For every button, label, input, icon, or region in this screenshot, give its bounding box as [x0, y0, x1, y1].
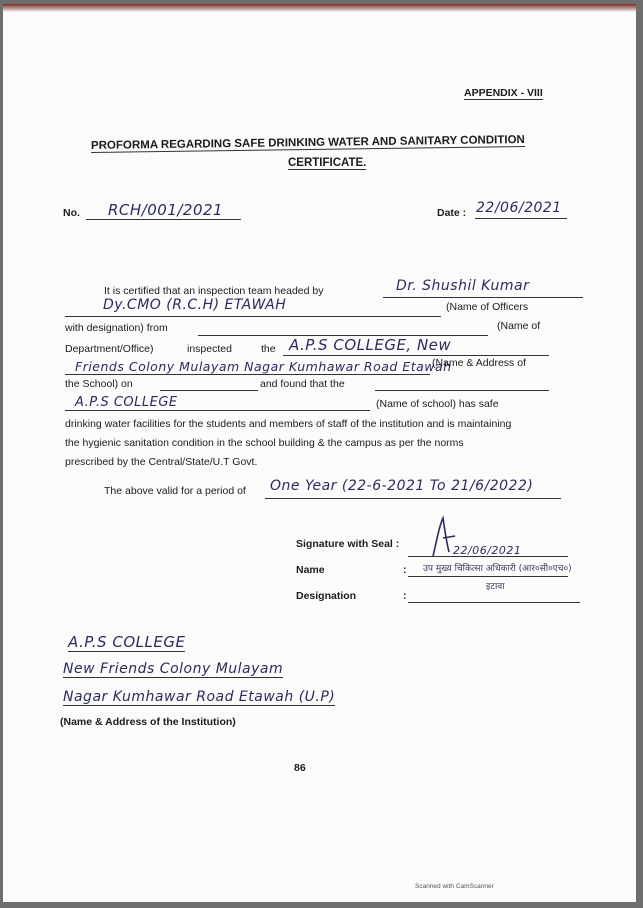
school-address-underline-1	[283, 355, 549, 356]
validity-label: The above valid for a period of	[104, 485, 246, 497]
no-label: No.	[63, 207, 80, 219]
validity-value: One Year (22-6-2021 To 21/6/2022)	[270, 478, 534, 494]
designation-colon: :	[403, 590, 407, 602]
date-on-underline	[160, 390, 258, 391]
designation-underline	[408, 602, 580, 603]
validity-underline	[265, 498, 561, 499]
school-name: A.P.S COLLEGE	[75, 395, 178, 410]
name-underline	[408, 576, 568, 577]
seal-stamp-line: उप मुख्य चिकित्सा अधिकारी (आर०सी०एच०)	[423, 564, 572, 574]
and-found-label: and found that the	[260, 378, 345, 390]
page-number: 86	[294, 762, 306, 774]
no-underline	[86, 219, 241, 220]
designation-underline	[65, 316, 441, 317]
name-colon: :	[403, 564, 407, 576]
institution-line2: New Friends Colony Mulayam	[63, 661, 284, 677]
reference-number: RCH/001/2021	[108, 201, 224, 219]
officer-designation: Dy.CMO (R.C.H) ETAWAH	[103, 297, 287, 313]
inspected-label: inspected	[187, 343, 232, 355]
with-designation-label: with designation) from	[65, 322, 168, 334]
name-of-school-label: (Name of school) has safe	[376, 398, 499, 410]
name-of-officers-label: (Name of Officers	[446, 301, 529, 313]
document-title-line2: CERTIFICATE.	[288, 157, 367, 169]
document-title: PROFORMA REGARDING SAFE DRINKING WATER AND SANITARY CONDITION	[90, 133, 525, 153]
school-name-underline	[65, 410, 370, 411]
body-line-hygiene: the hygienic sanitation condition in the school building & the campus as per the norms	[65, 437, 464, 449]
institution-line1: A.P.S COLLEGE	[68, 633, 186, 651]
found-underline	[375, 390, 549, 391]
body-line-1: It is certified that an inspection team headed by	[104, 285, 324, 297]
institution-label: (Name & Address of the Institution)	[60, 716, 236, 728]
school-address-line2: Friends Colony Mulayam Nagar Kumhawar Road Etawah	[75, 359, 452, 374]
date-label: Date :	[437, 207, 467, 219]
document-page	[3, 4, 636, 902]
signature-date: 22/06/2021	[453, 544, 522, 557]
body-line-prescribed: prescribed by the Central/State/U.T Govt.	[65, 456, 258, 468]
date-underline	[475, 218, 567, 219]
the-school-on-label: the School) on	[65, 378, 133, 390]
scan-edge	[3, 4, 636, 12]
signature-underline	[408, 556, 568, 557]
body-line-facilities: drinking water facilities for the students and members of staff of the institution and is maintaining	[65, 418, 512, 430]
school-address-underline-2	[65, 374, 430, 375]
appendix-label: APPENDIX - VIII	[464, 87, 543, 99]
date-value: 22/06/2021	[476, 200, 562, 216]
inspector-underline	[383, 297, 583, 298]
department-office-label: Department/Office)	[65, 343, 154, 355]
scanner-footer: Scanned with CamScanner	[415, 883, 494, 890]
name-label: Name	[296, 564, 325, 576]
name-address-of-label: (Name & Address of	[432, 357, 526, 369]
school-address-line1: A.P.S COLLEGE, New	[289, 336, 452, 354]
the-label: the	[261, 343, 276, 355]
seal-stamp-city: इटावा	[486, 582, 505, 592]
inspector-name: Dr. Shushil Kumar	[396, 278, 530, 294]
designation-label: Designation	[296, 590, 357, 602]
signature-label: Signature with Seal :	[296, 538, 400, 550]
institution-line3: Nagar Kumhawar Road Etawah (U.P)	[63, 689, 336, 705]
name-of-label: (Name of	[497, 320, 541, 332]
